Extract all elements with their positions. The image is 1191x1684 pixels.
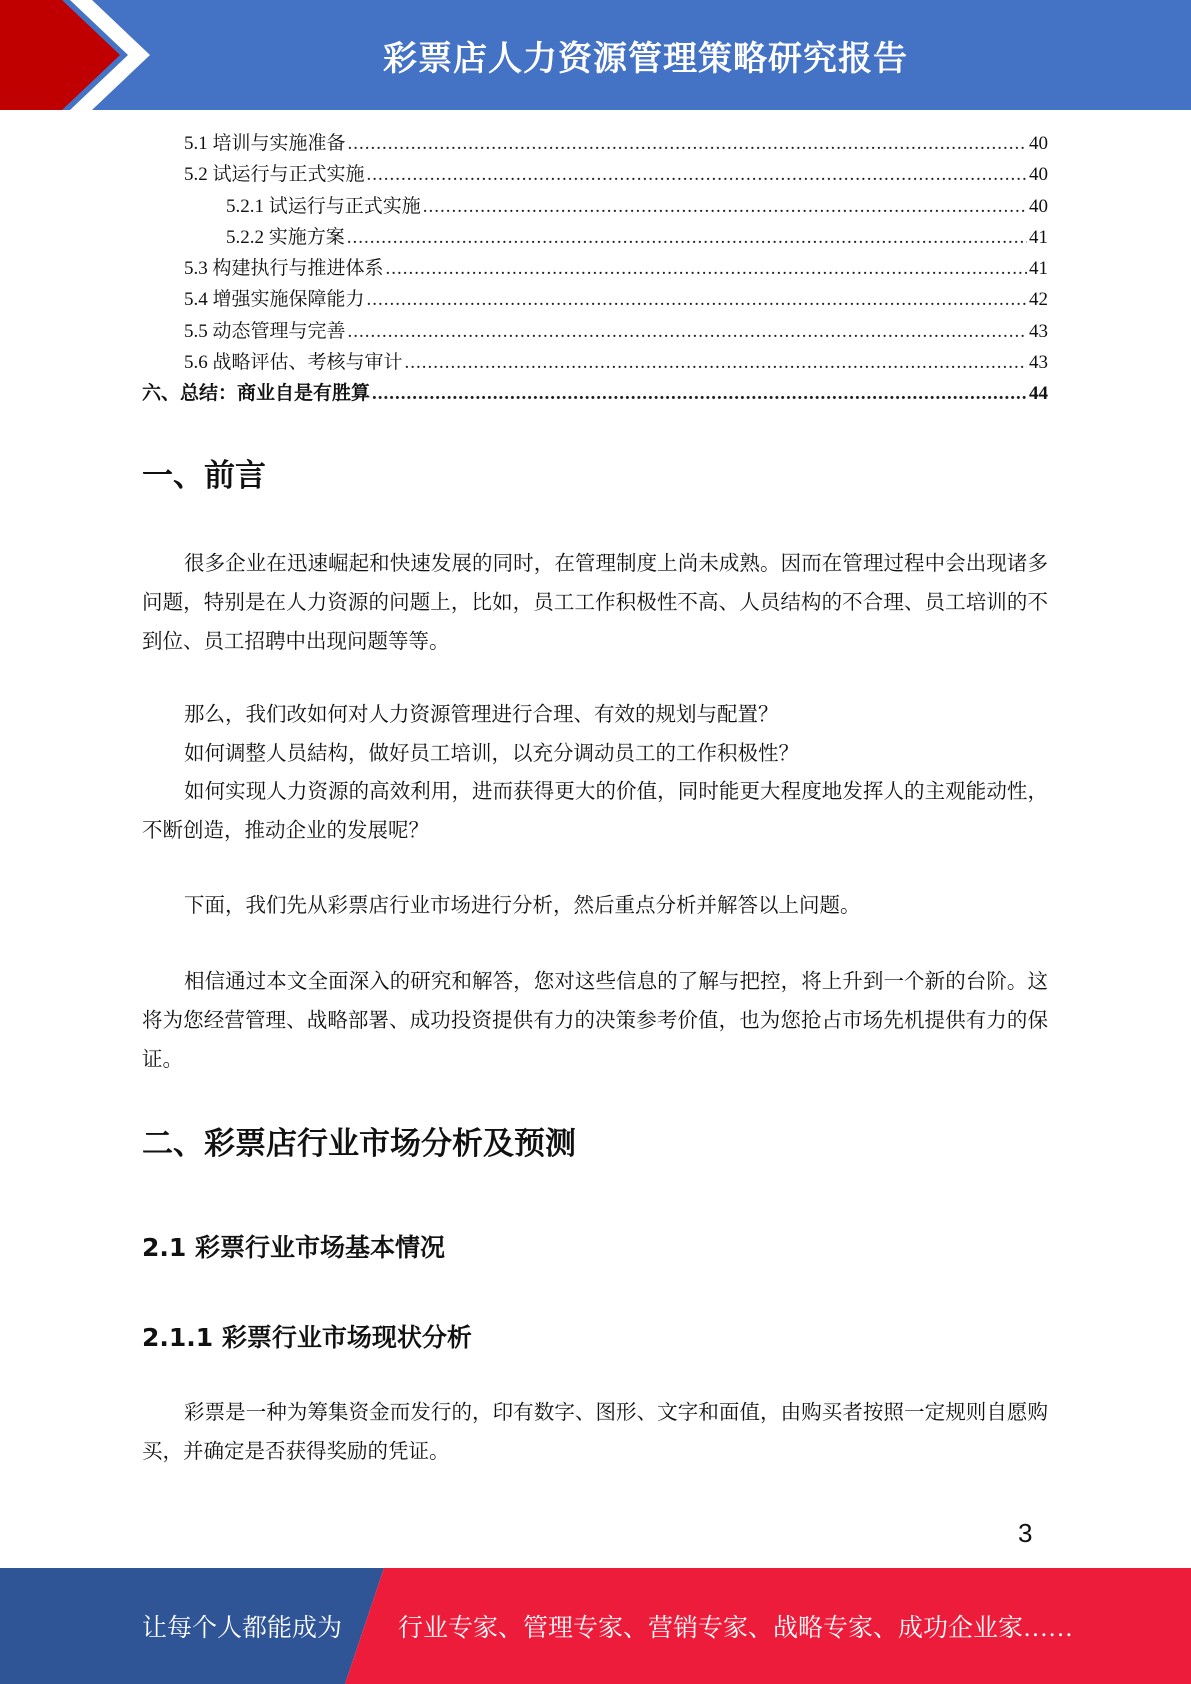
toc-dot-leader (405, 352, 1027, 374)
paragraph: 那么，我们改如何对人力资源管理进行合理、有效的规划与配置？ (184, 704, 779, 726)
toc-entry-label: 5.3 构建执行与推进体系 (184, 258, 384, 280)
toc-entry[interactable] (142, 159, 1048, 190)
toc-entry-label: 5.2 试运行与正式实施 (184, 164, 365, 186)
toc-entry-page: 43 (1029, 320, 1048, 342)
toc-entry-label: 5.4 增强实施保障能力 (184, 289, 365, 311)
toc-dot-leader (367, 164, 1027, 186)
toc-entry-page: 41 (1029, 258, 1048, 280)
toc-entry-page: 44 (1029, 383, 1048, 405)
toc-entry-label: 5.5 动态管理与完善 (184, 320, 346, 342)
page-header (0, 0, 1191, 110)
toc-dot-leader (423, 196, 1027, 218)
page-footer (0, 1568, 1191, 1684)
toc-entry[interactable] (142, 378, 1048, 409)
paragraph: 相信通过本文全面深入的研究和解答，您对这些信息的了解与把控，将上升到一个新的台阶。这将为您经营管理、战略部署、成功投资提供有力的决策参考价值，也为您抢占市场先机提供有力的保证。 (142, 971, 1048, 1071)
toc-entry-label: 六、总结：商业自是有胜算 (142, 383, 371, 405)
header-title: 彩票店人力资源管理策略研究报告 (383, 38, 908, 79)
paragraph: 很多企业在迅速崛起和快速发展的同时，在管理制度上尚未成熟。因而在管理过程中会出现诸多问题，特别是在人力资源的问题上，比如，员工工作积极性不高、人员结构的不合理、员工培训的不到位、员工招聘中出现问题等等。 (142, 553, 1048, 653)
toc-dot-leader (347, 227, 1027, 249)
section-heading-preface: 一、前言 (142, 458, 266, 494)
paragraph: 如何调整人员結构，做好员工培训，以充分调动员工的工作积极性？ (184, 743, 799, 765)
toc-dot-leader (386, 258, 1027, 280)
toc-entry-label: 5.2.2 实施方案 (226, 226, 345, 248)
toc-entry-page: 40 (1029, 133, 1048, 154)
toc-entry-page: 41 (1029, 226, 1048, 248)
footer-slogan-right: 行业专家、管理专家、营销专家、战略专家、成功企业家…… (398, 1615, 1074, 1642)
toc-entry-page: 42 (1029, 289, 1048, 311)
toc-dot-leader (348, 133, 1027, 155)
toc-dot-leader (367, 289, 1027, 311)
toc-entry[interactable] (142, 253, 1048, 284)
paragraph: 下面，我们先从彩票店行业市场进行分析，然后重点分析并解答以上问题。 (184, 895, 861, 917)
toc-entry-page: 40 (1029, 164, 1048, 186)
paragraph: 彩票是一种为筹集资金而发行的，印有数字、图形、文字和面值，由购买者按照一定规则自愿购买，并确定是否获得奖励的凭证。 (142, 1402, 1048, 1463)
toc-entry[interactable] (142, 128, 1048, 159)
toc-entry-label: 5.6 战略评估、考核与审计 (184, 352, 403, 374)
footer-slogan-left: 让每个人都能成为 (142, 1615, 343, 1642)
toc-entry-page: 43 (1029, 352, 1048, 374)
toc-entry[interactable] (142, 191, 1048, 222)
header-arrow-decoration (0, 0, 160, 110)
toc-entry-label: 5.1 培训与实施准备 (184, 133, 346, 154)
table-of-contents (142, 128, 1048, 410)
toc-dot-leader (348, 321, 1027, 343)
toc-entry[interactable] (142, 316, 1048, 347)
toc-dot-leader (372, 383, 1027, 405)
subsection-heading: 2.1.1 彩票行业市场现状分析 (142, 1323, 472, 1352)
paragraph: 如何实现人力资源的高效利用，进而获得更大的价值，同时能更大程度地发挥人的主观能动性，不断创造，推动企业的发展呢？ (142, 781, 1048, 842)
toc-entry[interactable] (142, 222, 1048, 253)
page-number: 3 (1018, 1518, 1033, 1548)
toc-entry-label: 5.2.1 试运行与正式实施 (226, 195, 421, 217)
toc-entry-page: 40 (1029, 195, 1048, 217)
toc-entry[interactable] (142, 284, 1048, 315)
toc-entry[interactable] (142, 347, 1048, 378)
section-heading-market-analysis: 二、彩票店行业市场分析及预测 (142, 1126, 576, 1162)
subsection-heading: 2.1 彩票行业市场基本情况 (142, 1233, 445, 1262)
